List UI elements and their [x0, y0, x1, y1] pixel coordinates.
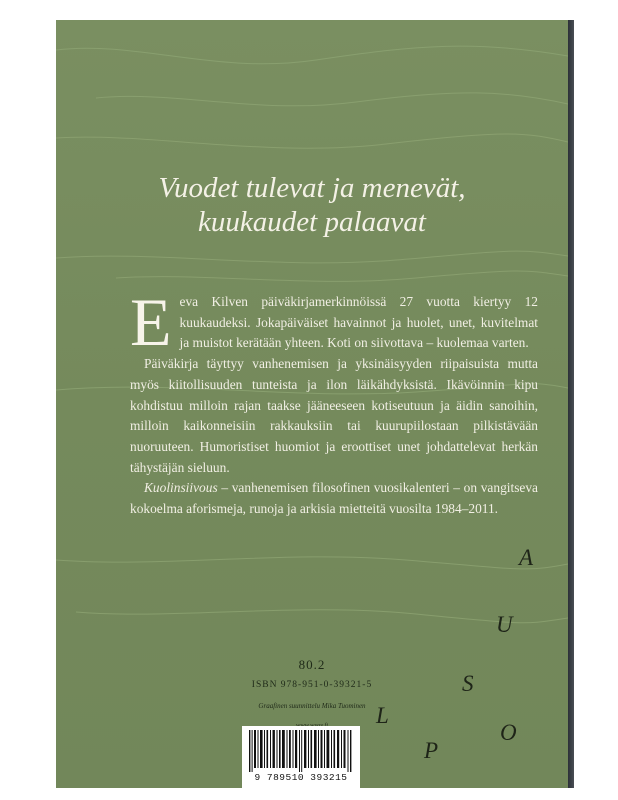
classification-code: 80.2: [298, 657, 326, 672]
design-credit: Graafinen suunnittelu Mika Tuominen: [258, 702, 366, 710]
blurb-text: [130, 284, 538, 520]
book-title-italic: Kuolinsiivous: [144, 480, 218, 496]
isbn: ISBN 978-951-0-39321-5: [251, 680, 373, 690]
blurb-paragraph-1-text: eva Kilven päiväkirjamerkinnöissä 27 vuotta kiertyy 12 kuukaudeksi. Jokapäiväiset havainnot ja huolet, unet, kuvitelmat ja muistot kerätään yhteen. Koti on siivottava – kuolemaa varten.: [179, 294, 538, 351]
spine-letter-o: O: [500, 720, 517, 745]
barcode-number: 9 789510 393215: [254, 772, 348, 783]
drop-cap: E: [130, 284, 172, 360]
spine-letter-a: A: [519, 545, 534, 570]
spine-letter-p: P: [424, 738, 439, 763]
spine-letter-u: U: [496, 612, 513, 637]
back-cover: [56, 20, 568, 788]
blurb-paragraph-3-text: – vanhenemisen filosofinen vuosikalenteri – on vangitseva kokoelma aforismeja, runoja ja arkisia mietteitä vuosilta 1984–2011.: [130, 480, 538, 517]
cover-heading-line-1: Vuodet tulevat ja menevät,: [158, 172, 466, 204]
blurb-paragraph-2: Päiväkirja täyttyy vanhenemisen ja yksinäisyyden riipaisuista mutta myös kiitollisuuden tunteista ja ilon läikähdyksistä. Ikävöinnin kipu kohdistuu milloin rajan taakse jääneeseen kotiseutuun ja äidin sanoihin, milloin kaikonneisiin rakkauksiin tai kuurupiilostaan pilkistävään nuoruuteen. Humoristiset huomiot ja eroottiset unet johdattelevat herkän tähystäjän sieluun.: [130, 356, 538, 475]
blurb-paragraph-3: [130, 478, 538, 519]
barcode-bars-icon: [245, 730, 357, 772]
cover-heading-line-2: kuukaudet palaavat: [198, 206, 426, 238]
spine-letter-l: L: [376, 703, 389, 728]
cover-edge: [568, 20, 574, 788]
blurb-paragraph-1: [130, 284, 538, 360]
barcode: [242, 726, 360, 788]
spine-letter-s: S: [462, 671, 474, 696]
